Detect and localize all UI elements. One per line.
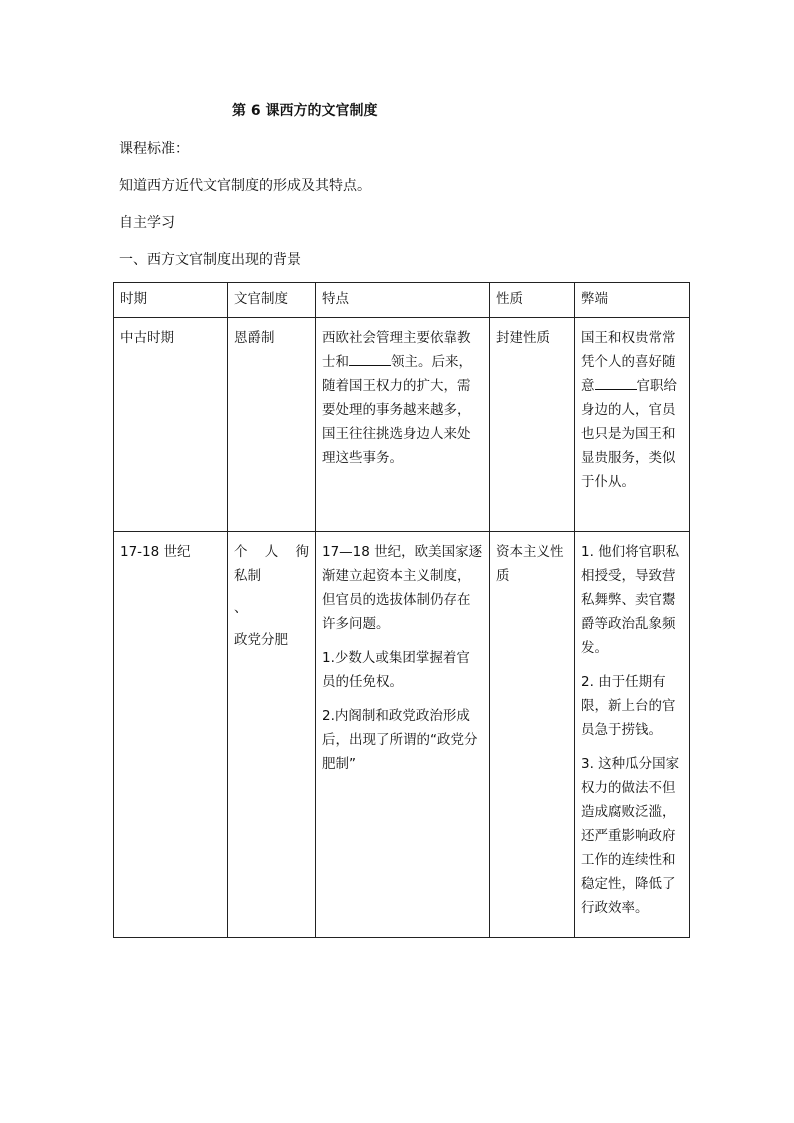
- row2-system-d: 政党分肥: [234, 632, 288, 648]
- row2-features-1: 1.少数人或集团掌握着官员的任免权。: [322, 650, 470, 690]
- row2-system: [228, 532, 316, 938]
- row2-drawback-1: 1. 他们将官职私相授受，导致营私舞弊、卖官鬻爵等政治乱象频发。: [581, 544, 680, 656]
- row2-drawback-3: 3. 这种瓜分国家权力的做法不但造成腐败泛滥，还严重影响政府工作的连续性和稳定性，降低了行政效率。: [581, 756, 680, 916]
- table-row: [114, 318, 690, 532]
- header-drawbacks: 弊端: [575, 283, 690, 318]
- row2-nature: 资本主义性质: [490, 532, 575, 938]
- fill-blank[interactable]: [349, 350, 391, 366]
- header-period: 时期: [114, 283, 228, 318]
- row2-features-2: 2.内阁制和政党政治形成后，出现了所谓的“政党分肥制”: [322, 708, 478, 772]
- row2-drawbacks: [575, 532, 690, 938]
- row2-features: [316, 532, 490, 938]
- header-nature: 性质: [490, 283, 575, 318]
- section-heading: 一、西方文官制度出现的背景: [119, 252, 301, 268]
- row2-system-b: 私制: [234, 568, 261, 584]
- row2-system-a: 个 人 徇: [234, 544, 309, 560]
- row1-nature: 封建性质: [490, 318, 575, 532]
- row1-drawbacks: [575, 318, 690, 532]
- row2-period: 17-18 世纪: [114, 532, 228, 938]
- table-row: [114, 532, 690, 938]
- row1-system: 恩爵制: [228, 318, 316, 532]
- row1-period: 中古时期: [114, 318, 228, 532]
- self-study-heading: 自主学习: [119, 215, 175, 231]
- row1-features-b: 领主。后来，随着国王权力的扩大，需要处理的事务越来越多，国王往往挑选身边人来处理这些事务。: [322, 354, 472, 466]
- row2-drawback-2: 2. 由于任期有限，新上台的官员急于捞钱。: [581, 674, 676, 738]
- table-header-row: [114, 283, 690, 318]
- header-features: 特点: [316, 283, 490, 318]
- course-standard-label: 课程标准：: [119, 141, 189, 157]
- row2-system-c: 、: [234, 600, 248, 616]
- background-table: [113, 282, 690, 938]
- row1-drawback-b: 官职给身边的人，官员也只是为国王和显贵服务，类似于仆从。: [581, 378, 677, 490]
- course-standard-text: 知道西方近代文官制度的形成及其特点。: [119, 178, 371, 194]
- lesson-title: 第 6 课西方的文官制度: [232, 103, 378, 119]
- fill-blank[interactable]: [595, 374, 637, 390]
- header-system: 文官制度: [228, 283, 316, 318]
- row1-features: [316, 318, 490, 532]
- row1-features-a: 西欧社会管理主要依靠教士和: [322, 330, 471, 370]
- row2-features-intro: 17—18 世纪，欧美国家逐渐建立起资本主义制度，但官员的选拔体制仍存在许多问题。: [322, 544, 483, 632]
- row1-drawback-a: 国王和权贵常常凭个人的喜好随意: [581, 330, 676, 394]
